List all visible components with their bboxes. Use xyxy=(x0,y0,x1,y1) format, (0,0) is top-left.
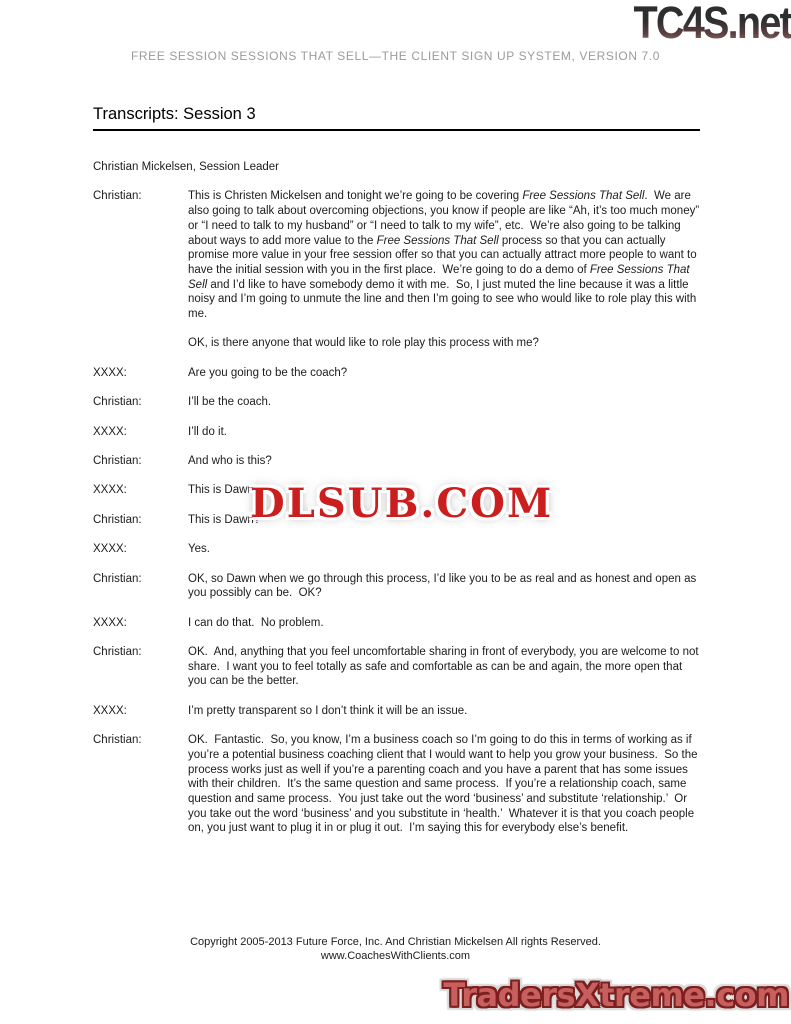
speech-text: Are you going to be the coach? xyxy=(188,366,348,379)
speech-text: This is Dawn xyxy=(188,484,254,497)
dialog-entry xyxy=(93,425,700,440)
speaker-label: XXXX: xyxy=(93,425,127,438)
dialog-entry xyxy=(93,189,703,351)
dlsub-watermark: DLSUB.COM xyxy=(250,480,554,527)
dialog-entry xyxy=(93,616,700,631)
session-leader: Christian Mickelsen, Session Leader xyxy=(93,161,280,173)
speaker-label: XXXX: xyxy=(93,484,127,497)
speaker-label: Christian: xyxy=(93,572,142,585)
dialog-entry xyxy=(93,454,700,469)
speech-text: This is Dawn? xyxy=(188,513,261,526)
dialog-entry xyxy=(93,704,700,719)
dialog-entry xyxy=(93,395,700,410)
title-rule xyxy=(93,129,700,131)
speech-text: OK. And, anything that you feel uncomfortable sharing in front of everybody, you are welcome to not share. I want you to feel totally as safe and comfortable as can be and again, the more open that you can be the better. xyxy=(188,646,702,688)
page-title: Transcripts: Session 3 xyxy=(93,105,256,123)
speaker-label: Christian: xyxy=(93,734,142,747)
speech-text: OK. Fantastic. So, you know, I’m a business coach so I’m going to do this in terms of working as if you’re a potential business coaching client that I would want to help you grow your business. So the process works just as well if you’re a parenting coach and you have a parent that has some issues with their children. It’s the same question and same process. If you’re a relationship coach, same question and same process. You just take out the word ‘business’ and substitute ‘relationship.’ Or you take out the word ‘business’ and you substitute in ‘health.’ Whatever it is that you coach people on, you just want to plug it in or plug it out. I’m saying this for everybody else’s benefit. xyxy=(188,734,701,835)
speaker-label: Christian: xyxy=(93,646,142,659)
speaker-label: Christian: xyxy=(93,396,142,409)
speaker-label: XXXX: xyxy=(93,616,127,629)
speech-text: Yes. xyxy=(188,543,210,556)
tradersxtreme-watermark: TradersXtreme.com xyxy=(443,976,789,1014)
speech-text: I can do that. No problem. xyxy=(188,616,324,629)
dialog-entry xyxy=(93,366,700,381)
speech-text: I’m pretty transparent so I don’t think it will be an issue. xyxy=(188,704,468,717)
dialog-entry xyxy=(93,572,700,601)
dialog-entry xyxy=(93,645,700,689)
footer xyxy=(0,936,791,963)
speaker-label: Christian: xyxy=(93,454,142,467)
speaker-label: Christian: xyxy=(93,513,142,526)
speech-text: I’ll be the coach. xyxy=(188,396,272,409)
speaker-label: Christian: xyxy=(93,190,142,203)
speaker-label: XXXX: xyxy=(93,366,127,379)
tc4s-watermark: TC4S.net xyxy=(633,0,791,48)
speech-text: This is Christen Mickelsen and tonight we’re going to be covering Free Sessions That Sell. We are also going to talk about overcoming objections, you know if people are like “Ah, it’s too much money” or “I need to talk to my husband” or “I need to talk to my wife”, etc. We’re also going to be talking about ways to add more value to the Free Sessions That Sell process so that you can actually promise more value in your free session offer so that you can actually attract more people to want to have the initial session with you in the first place. We’re going to do a demo of Free Sessions That Sell and I’d like to have somebody demo it with me. So, I just muted the line because it was a little noisy and I’m going to unmute the line and then I’m going to see who would like to role play this with me. OK, is there anyone that would like to role play this process with me? xyxy=(188,190,703,350)
website-line: www.CoachesWithClients.com xyxy=(320,949,471,962)
speech-text: I’ll do it. xyxy=(188,425,227,438)
speech-text: OK, so Dawn when we go through this process, I’d like you to be as real and as honest and open as you possibly can be. OK? xyxy=(188,572,700,600)
speech-text: And who is this? xyxy=(188,454,272,467)
dialog-entry xyxy=(93,733,700,836)
dialog-entry xyxy=(93,542,700,557)
speaker-label: XXXX: xyxy=(93,543,127,556)
document-header: FREE SESSION SESSIONS THAT SELL—THE CLIENT SIGN UP SYSTEM, VERSION 7.0 xyxy=(130,49,661,63)
copyright-line: Copyright 2005-2013 Future Force, Inc. And Christian Mickelsen All rights Reserved. xyxy=(190,936,601,948)
speaker-label: XXXX: xyxy=(93,704,127,717)
